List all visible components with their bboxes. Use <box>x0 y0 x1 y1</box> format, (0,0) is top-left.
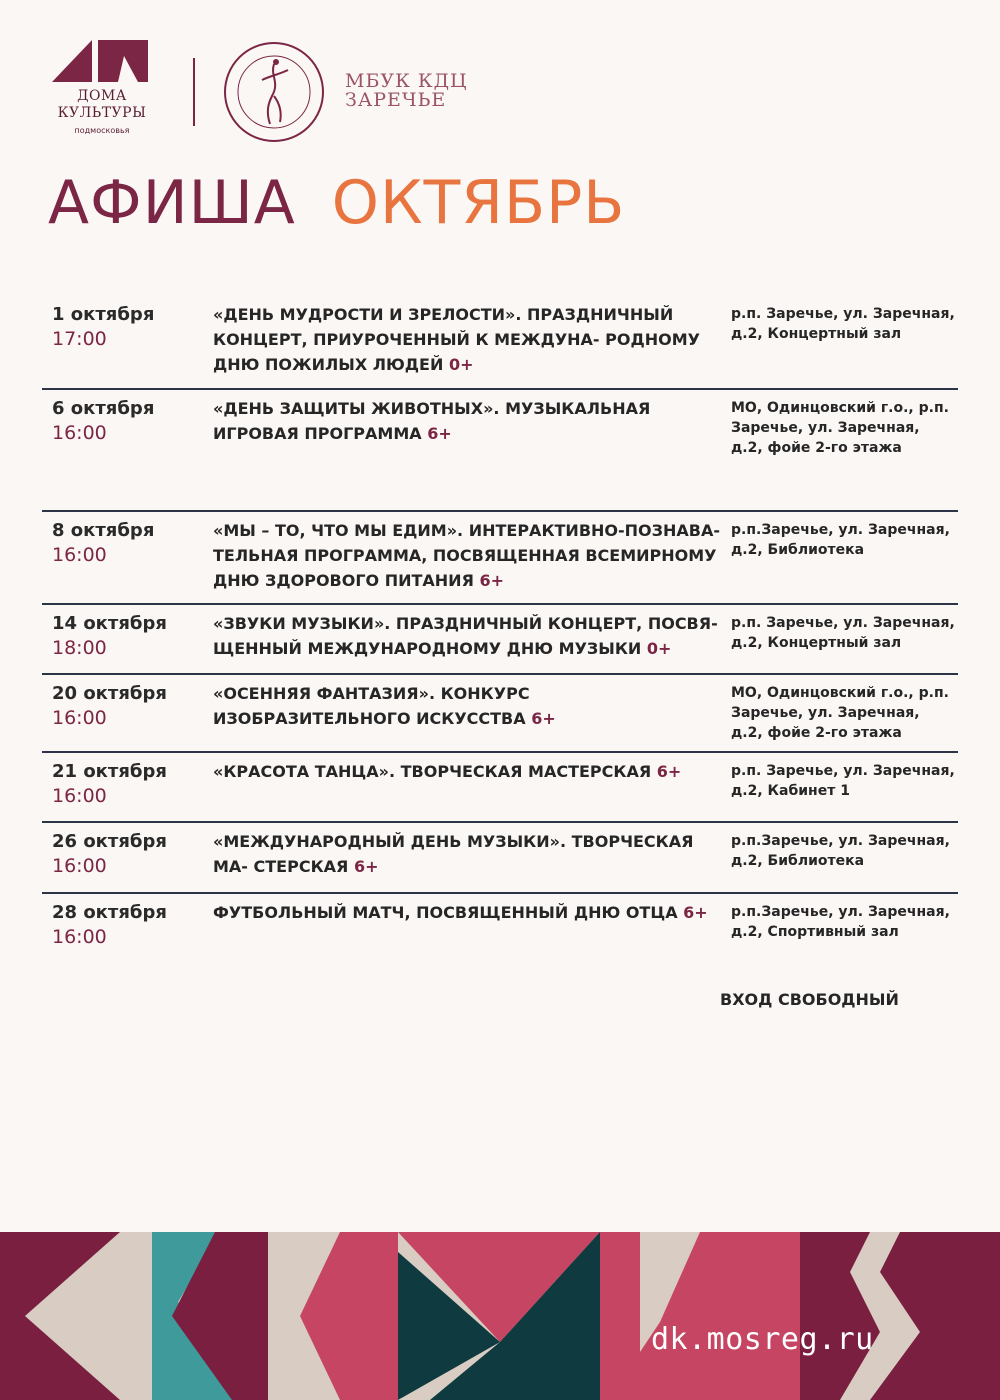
event-time: 16:00 <box>52 422 107 444</box>
event-title-text: «МЫ – ТО, ЧТО МЫ ЕДИМ». ИНТЕРАКТИВНО-ПОЗНАВА- ТЕЛЬНАЯ ПРОГРАММА, ПОСВЯЩЕННАЯ ВСЕМИРНОМУ ДНЮ ЗДОРОВОГО ПИТАНИЯ <box>213 521 720 590</box>
event-title-text: «КРАСОТА ТАНЦА». ТВОРЧЕСКАЯ МАСТЕРСКАЯ <box>213 762 652 781</box>
events-table <box>42 296 958 964</box>
website-link[interactable]: dk.mosreg.ru <box>651 1322 874 1357</box>
event-datetime <box>52 900 212 950</box>
event-title-text: ФУТБОЛЬНЫЙ МАТЧ, ПОСВЯЩЕННЫЙ ДНЮ ОТЦА <box>213 903 678 922</box>
event-place: МО, Одинцовский г.о., р.п. Заречье, ул. Заречная, д.2, фойе 2-го этажа <box>731 400 949 456</box>
org-name <box>345 72 468 110</box>
brand-line2: КУЛЬТУРЫ <box>57 105 147 121</box>
header-divider <box>193 58 195 126</box>
event-datetime <box>52 302 212 352</box>
doma-kultury-mark-icon <box>52 40 148 82</box>
event-date: 1 октября <box>52 304 155 325</box>
event-datetime <box>52 518 212 568</box>
event-row <box>42 605 958 675</box>
event-title-text: «ЗВУКИ МУЗЫКИ». ПРАЗДНИЧНЫЙ КОНЦЕРТ, ПОСВЯ- ЩЕННЫЙ МЕЖДУНАРОДНОМУ ДНЮ МУЗЫКИ <box>213 614 718 658</box>
free-entry-note: ВХОД СВОБОДНЫЙ <box>720 990 899 1009</box>
org-line2: ЗАРЕЧЬЕ <box>345 89 447 111</box>
event-title <box>213 611 723 661</box>
event-title <box>213 829 723 879</box>
age-rating: 6+ <box>656 762 682 781</box>
title-month: ОКТЯБРЬ <box>331 168 626 238</box>
event-place: р.п.Заречье, ул. Заречная, д.2, Спортивный зал <box>731 904 950 940</box>
event-time: 16:00 <box>52 707 107 729</box>
event-row <box>42 753 958 823</box>
event-datetime <box>52 396 212 446</box>
age-rating: 0+ <box>448 355 474 374</box>
brand-line1: ДОМА <box>77 88 127 104</box>
kdc-zarechye-seal-icon <box>222 40 326 144</box>
event-title <box>213 681 723 731</box>
event-datetime <box>52 829 212 879</box>
event-title-text: «ОСЕННЯЯ ФАНТАЗИЯ». КОНКУРС ИЗОБРАЗИТЕЛЬНОГО ИСКУССТВА <box>213 684 530 728</box>
event-date: 14 октября <box>52 613 167 634</box>
age-rating: 0+ <box>646 639 672 658</box>
org-line1: МБУК КДЦ <box>345 70 468 92</box>
event-row <box>42 512 958 605</box>
event-title-text: «ДЕНЬ МУДРОСТИ И ЗРЕЛОСТИ». ПРАЗДНИЧНЫЙ КОНЦЕРТ, ПРИУРОЧЕННЫЙ К МЕЖДУНА- РОДНОМУ ДНЮ ПОЖИЛЫХ ЛЮДЕЙ <box>213 305 700 374</box>
event-time: 16:00 <box>52 544 107 566</box>
event-title-text: «МЕЖДУНАРОДНЫЙ ДЕНЬ МУЗЫКИ». ТВОРЧЕСКАЯ МА- СТЕРСКАЯ <box>213 832 694 876</box>
event-row <box>42 296 958 390</box>
event-title <box>213 900 723 925</box>
event-date: 6 октября <box>52 398 155 419</box>
title-afisha: АФИША <box>48 168 296 238</box>
event-place: р.п. Заречье, ул. Заречная, д.2, Концертный зал <box>731 306 955 342</box>
event-row <box>42 675 958 753</box>
event-row <box>42 823 958 894</box>
header <box>0 0 1000 238</box>
doma-kultury-logo <box>52 40 152 140</box>
event-datetime <box>52 611 212 661</box>
age-rating: 6+ <box>683 903 708 922</box>
event-place: р.п. Заречье, ул. Заречная, д.2, Кабинет 1 <box>731 763 955 799</box>
brand-line3: подмосковья <box>74 126 130 135</box>
event-title <box>213 396 723 446</box>
event-date: 26 октября <box>52 831 167 852</box>
event-date: 8 октября <box>52 520 155 541</box>
event-date: 20 октября <box>52 683 167 704</box>
event-title-text: «ДЕНЬ ЗАЩИТЫ ЖИВОТНЫХ». МУЗЫКАЛЬНАЯ ИГРОВАЯ ПРОГРАММА <box>213 399 651 443</box>
event-title <box>213 302 723 377</box>
age-rating: 6+ <box>479 571 505 590</box>
age-rating: 6+ <box>353 857 379 876</box>
event-place: МО, Одинцовский г.о., р.п. Заречье, ул. Заречная, д.2, фойе 2-го этажа <box>731 685 949 741</box>
event-time: 18:00 <box>52 637 107 659</box>
event-datetime <box>52 681 212 731</box>
event-place: р.п. Заречье, ул. Заречная, д.2, Концертный зал <box>731 615 955 651</box>
event-row <box>42 390 958 512</box>
age-rating: 6+ <box>427 424 452 443</box>
event-title <box>213 518 723 593</box>
age-rating: 6+ <box>531 709 556 728</box>
event-date: 21 октября <box>52 761 167 782</box>
event-time: 16:00 <box>52 785 107 807</box>
event-title <box>213 759 723 784</box>
event-row <box>42 894 958 964</box>
event-datetime <box>52 759 212 809</box>
page-title <box>48 168 625 238</box>
event-place: р.п.Заречье, ул. Заречная, д.2, Библиотека <box>731 833 950 869</box>
event-time: 17:00 <box>52 328 107 350</box>
event-date: 28 октября <box>52 902 167 923</box>
event-time: 16:00 <box>52 926 107 948</box>
event-time: 16:00 <box>52 855 107 877</box>
event-place: р.п.Заречье, ул. Заречная, д.2, Библиотека <box>731 522 950 558</box>
footer-geometric-banner <box>0 1232 1000 1400</box>
